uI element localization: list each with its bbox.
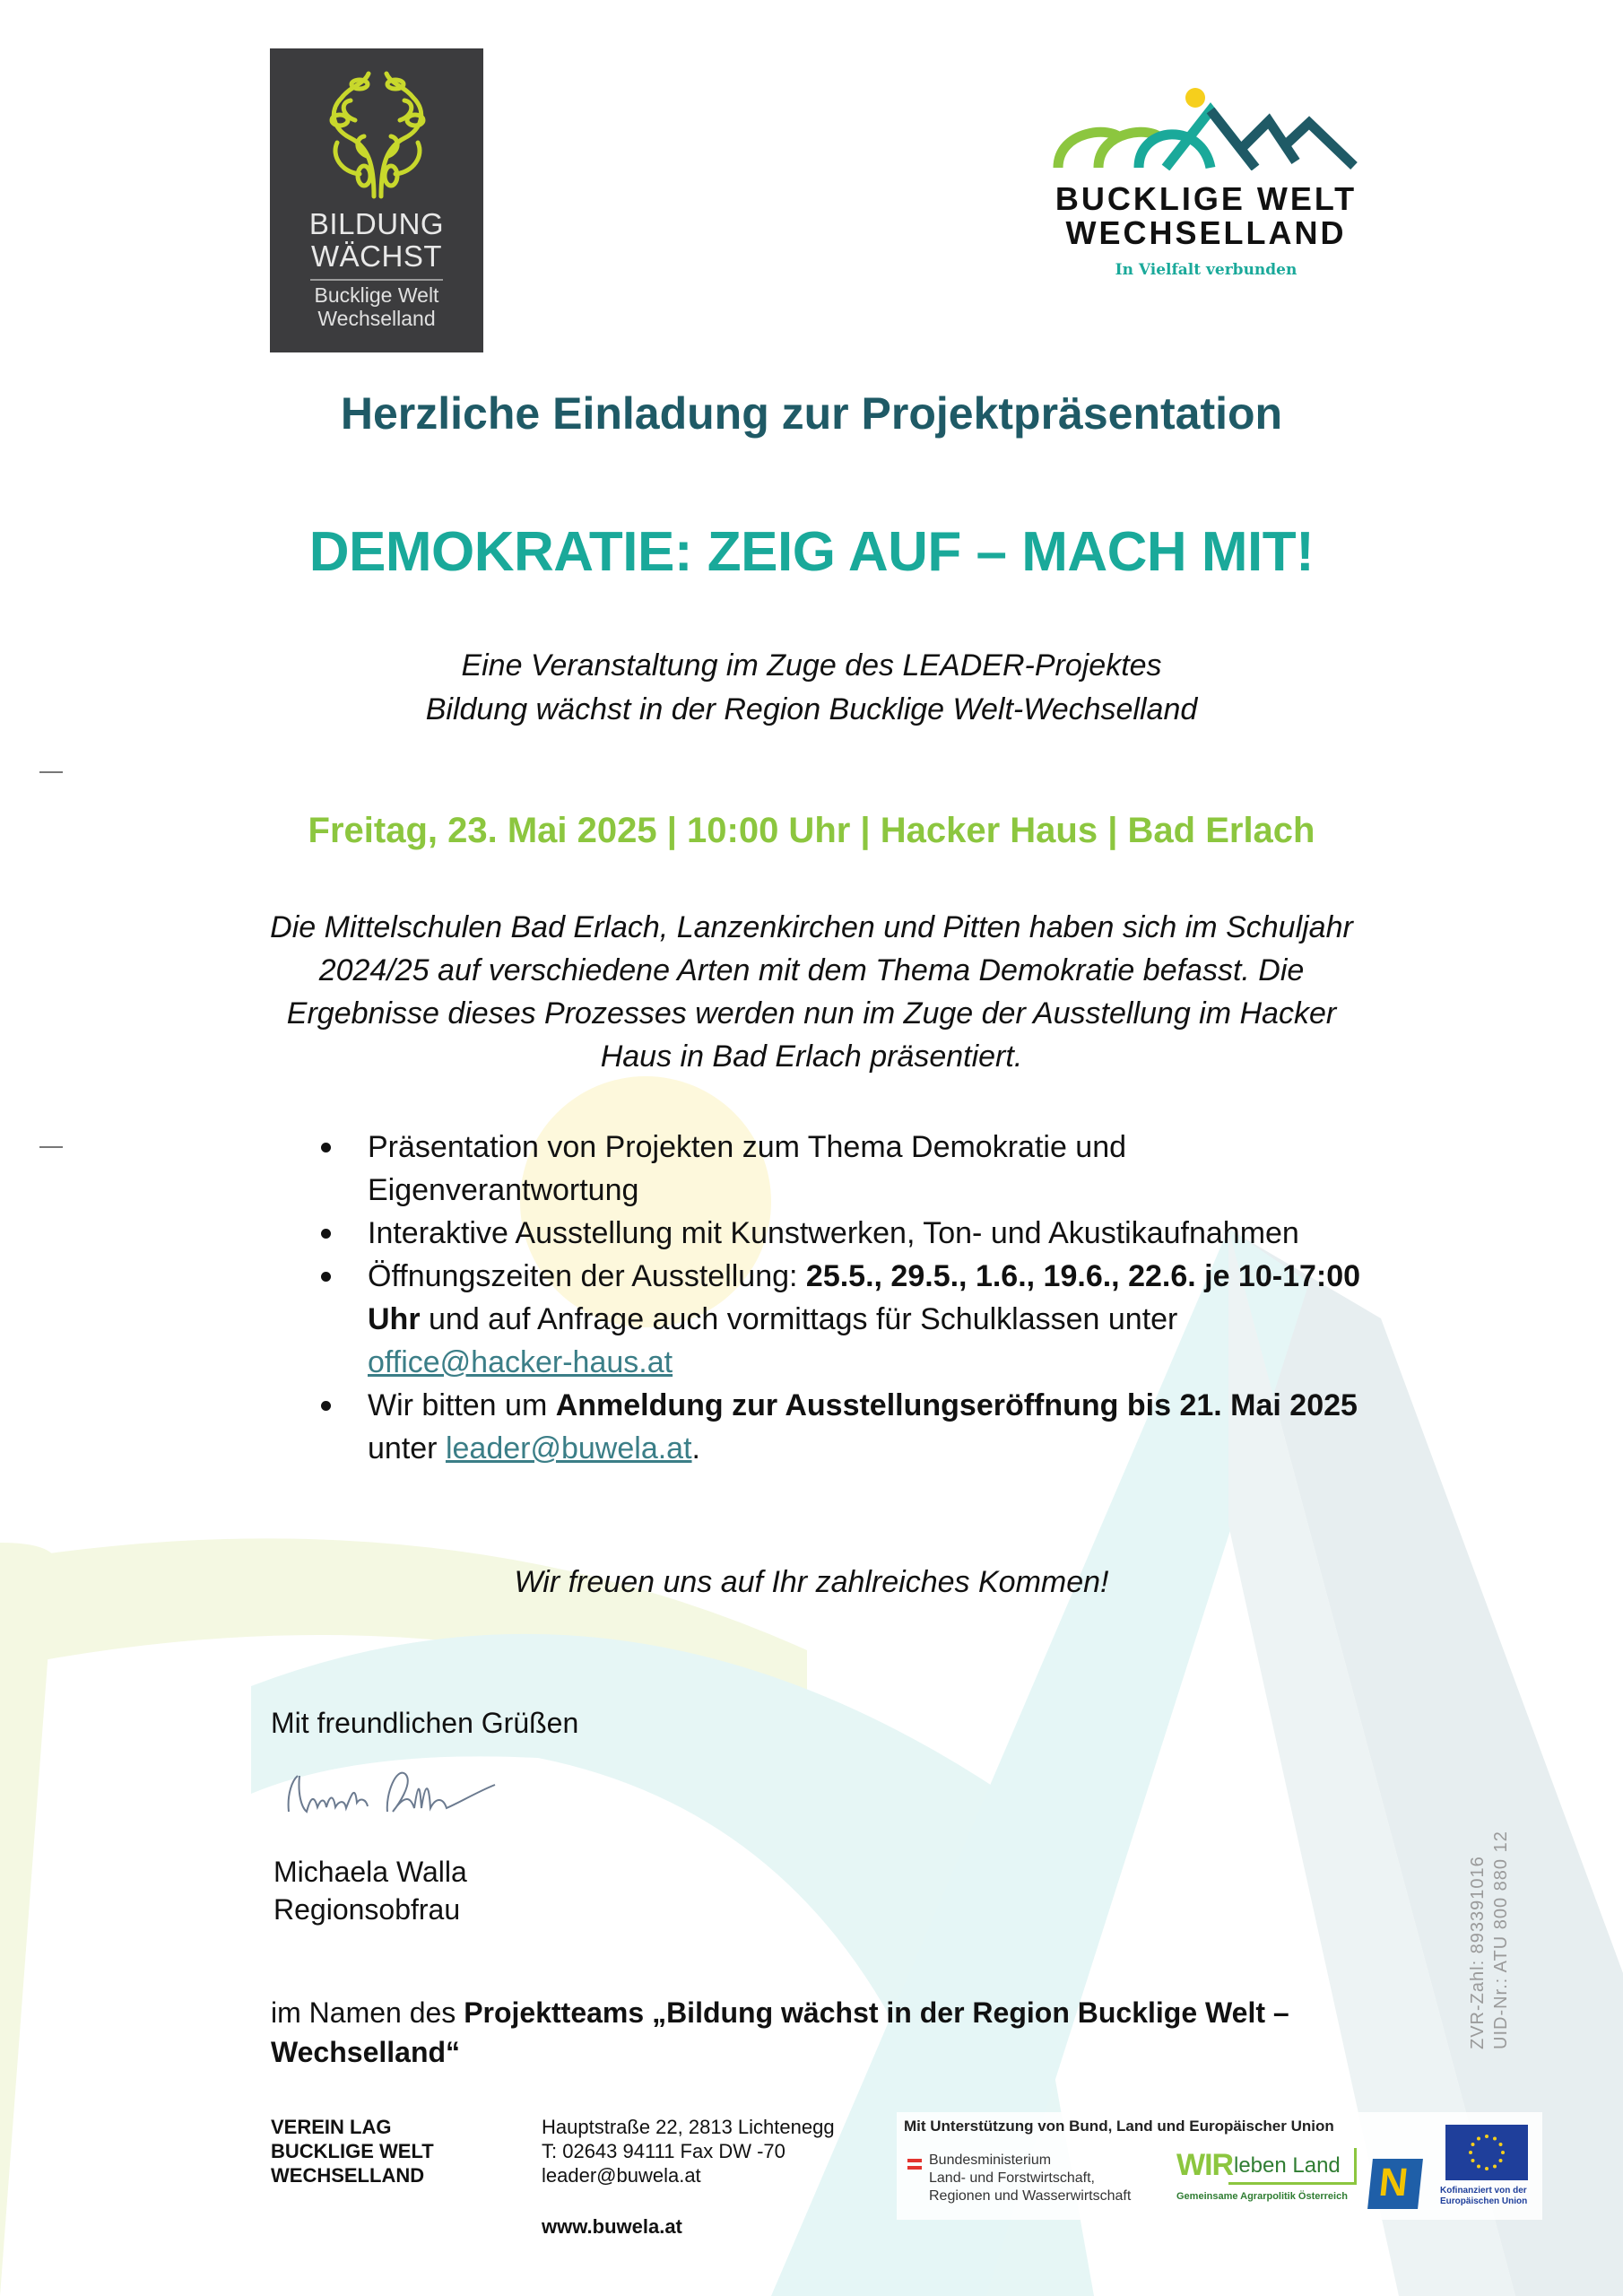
subtitle-line-2: Bildung wächst in der Region Bucklige Welt-Wechselland (425, 692, 1198, 726)
bullet-text: Öffnungszeiten der Ausstellung: (368, 1259, 806, 1293)
bullet-icon (321, 1272, 331, 1282)
bullet-icon (321, 1143, 331, 1152)
bullet-icon (321, 1401, 331, 1411)
list-item (314, 1126, 1363, 1212)
footer-phone: T: 02643 94111 Fax DW -70 (542, 2140, 785, 2162)
ministry-logo (929, 2152, 1131, 2205)
logo-text-region (270, 283, 483, 330)
opening-dates: 25.5., 29.5., 1.6., 19.6., 22.6. je 10-17:00 Uhr (368, 1259, 1361, 1336)
bullet-text: Interaktive Ausstellung mit Kunstwerken, Ton- und Akustikaufnahmen (368, 1216, 1299, 1250)
leader-email-link[interactable]: leader@buwela.at (445, 1431, 692, 1465)
wir-logo-text: leben Land (1234, 2153, 1341, 2178)
registry-note (1466, 1831, 1513, 2049)
signatory-role: Regionsobfrau (273, 1893, 461, 1926)
org-line-3: WECHSELLAND (271, 2164, 425, 2187)
handwritten-signature (280, 1758, 504, 1830)
fold-mark-bottom (39, 1146, 63, 1148)
bucklige-welt-logo (1049, 85, 1363, 291)
hills-mountains-icon (1049, 85, 1363, 170)
ministry-line-3: Regionen und Wasserwirtschaft (929, 2188, 1132, 2204)
event-subtitle (0, 644, 1623, 732)
subtitle-line-1: Eine Veranstaltung im Zuge des LEADER-Projektes (461, 648, 1162, 683)
signatory-name: Michaela Walla (273, 1856, 467, 1888)
closing-line: Wir freuen uns auf Ihr zahlreiches Kommen! (514, 1565, 1109, 1599)
bildung-waechst-logo (270, 48, 483, 352)
eu-flag-icon (1445, 2125, 1528, 2180)
org-line-2: BUCKLIGE WELT (271, 2140, 434, 2162)
logo-line-3: Bucklige Welt (314, 283, 439, 307)
fold-mark-top (39, 771, 63, 773)
eu-cofinanced-text (1440, 2186, 1539, 2207)
wir-logo-subtitle: Gemeinsame Agrarpolitik Österreich (1176, 2191, 1348, 2202)
region-tagline: In Vielfalt verbunden (1115, 261, 1298, 279)
on-behalf-prefix: im Namen des (271, 1996, 464, 2029)
uid-number: UID-Nr.: ATU 800 880 12 (1491, 1831, 1511, 2049)
footer-email[interactable]: leader@buwela.at (542, 2164, 701, 2187)
funding-logos (897, 2112, 1542, 2220)
zvr-number: ZVR-Zahl: 893391016 (1468, 1856, 1488, 2049)
logo-text-bildung (270, 208, 483, 273)
bullet-text: Wir bitten um (368, 1388, 556, 1422)
footer-website-link[interactable]: www.buwela.at (542, 2215, 682, 2238)
bullet-text: und auf Anfrage auch vormittags für Schulklassen unter (420, 1302, 1178, 1336)
event-date-location: Freitag, 23. Mai 2025 | 10:00 Uhr | Hacker Haus | Bad Erlach (308, 811, 1315, 850)
eu-line-1: Kofinanziert von der (1440, 2186, 1527, 2196)
footer-organisation (271, 2115, 434, 2187)
brain-tree-icon (315, 66, 440, 201)
region-name-line-1: BUCKLIGE WELT (1055, 180, 1358, 217)
list-item (314, 1255, 1363, 1384)
org-line-1: VEREIN LAG (271, 2116, 392, 2138)
wir-leben-land-logo (1176, 2148, 1356, 2187)
invitation-heading: Herzliche Einladung zur Projektpräsentation (340, 388, 1283, 439)
austria-flag-icon (907, 2159, 922, 2162)
on-behalf-of (271, 1993, 1392, 2072)
bullet-icon (321, 1229, 331, 1239)
region-name (1049, 182, 1363, 250)
bullet-text: Präsentation von Projekten zum Thema Demokratie und Eigenverantwortung (368, 1130, 1127, 1207)
funding-heading: Mit Unterstützung von Bund, Land und Europäischer Union (904, 2118, 1334, 2135)
lower-austria-logo (1367, 2159, 1423, 2209)
list-item (314, 1384, 1363, 1470)
signatory (273, 1853, 467, 1928)
registration-deadline: Anmeldung zur Ausstellungseröffnung bis 21. Mai 2025 (555, 1388, 1358, 1422)
logo-line-1: BILDUNG (308, 207, 445, 240)
project-team-name: Projektteams „Bildung wächst in der Region Bucklige Welt – Wechselland“ (271, 1996, 1289, 2068)
noe-letter: N (1376, 2161, 1410, 2205)
ministry-line-1: Bundesministerium (929, 2152, 1052, 2168)
bullet-text: unter (368, 1431, 446, 1465)
ministry-line-2: Land- und Forstwirtschaft, (929, 2170, 1095, 2186)
intro-paragraph: Die Mittelschulen Bad Erlach, Lanzenkirchen und Pitten haben sich im Schuljahr 2024/25 auf verschiedene Arten mit dem Thema Demokratie befasst. Die Ergebnisse dieses Prozesses werden nun im Zuge der Ausstellung im Hacker Haus in Bad Erlach präsentiert. (270, 910, 1353, 1074)
logo-line-4: Wechselland (317, 307, 436, 330)
program-list (314, 1126, 1363, 1470)
hacker-haus-email-link[interactable]: office@hacker-haus.at (368, 1345, 673, 1379)
bullet-text: . (691, 1431, 700, 1465)
region-name-line-2: WECHSELLAND (1065, 214, 1347, 251)
footer-address: Hauptstraße 22, 2813 Lichtenegg (542, 2116, 835, 2138)
logo-divider (310, 279, 443, 281)
logo-line-2: WÄCHST (311, 239, 442, 273)
list-item (314, 1212, 1363, 1255)
footer-contact (542, 2115, 835, 2187)
wir-logo-wir: WIR (1176, 2148, 1234, 2182)
greeting: Mit freundlichen Grüßen (271, 1707, 579, 1739)
event-title: DEMOKRATIE: ZEIG AUF – MACH MIT! (308, 521, 1315, 583)
eu-line-2: Europäischen Union (1440, 2196, 1528, 2206)
